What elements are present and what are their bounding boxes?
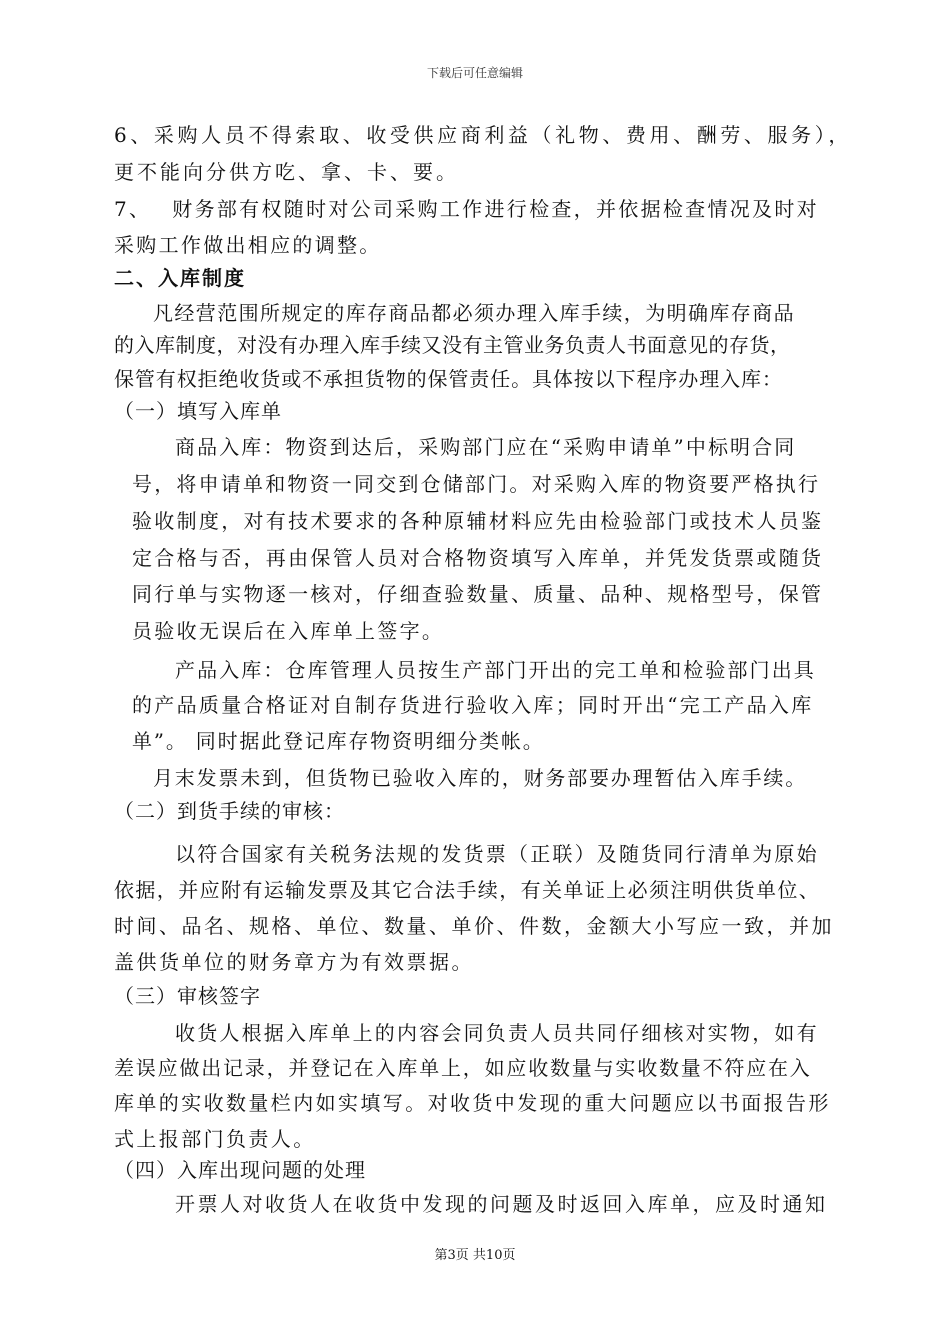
subsection-heading: （四）入库出现问题的处理 <box>114 1158 366 1182</box>
body-line: 7、 财务部有权随时对公司采购工作进行检查，并依据检查情况及时对 <box>114 197 819 221</box>
body-line: 时间、品名、规格、单位、数量、单价、件数，金额大小写应一致，并加 <box>114 914 834 938</box>
body-line: 单”。 同时据此登记库存物资明细分类帐。 <box>132 729 545 753</box>
body-line: 同行单与实物逐一核对，仔细查验数量、质量、品种、规格型号，保管 <box>132 582 824 606</box>
subsection-heading: （二）到货手续的审核： <box>114 799 345 823</box>
body-line: 开票人对收货人在收货中发现的问题及时返回入库单，应及时通知 <box>175 1192 828 1216</box>
body-line: 的产品质量合格证对自制存货进行验收入库；同时开出“完工产品入库 <box>132 693 814 717</box>
body-line: 号，将申请单和物资一同交到仓储部门。对采购入库的物资要严格执行 <box>132 472 821 496</box>
subsection-heading: （三）审核签字 <box>114 984 261 1008</box>
body-line: 盖供货单位的财务章方为有效票据。 <box>114 950 474 974</box>
body-line: 以符合国家有关税务法规的发货票（正联）及随货同行清单为原始 <box>175 842 819 866</box>
body-line: 6、采购人员不得索取、收受供应商利益（礼物、费用、酬劳、服务）， <box>114 123 852 147</box>
body-line: 凡经营范围所规定的库存商品都必须办理入库手续，为明确库存商品 <box>153 301 795 325</box>
body-line: 依据，并应附有运输发票及其它合法手续，有关单证上必须注明供货单位、 <box>114 878 821 902</box>
body-line: 定合格与否，再由保管人员对合格物资填写入库单，并凭发货票或随货 <box>132 546 824 570</box>
body-line: 的入库制度，对没有办理入库手续又没有主管业务负责人书面意见的存货， <box>114 333 791 357</box>
body-line: 收货人根据入库单上的内容会同负责人员共同仔细核对实物，如有 <box>175 1021 819 1045</box>
body-line: 库单的实收数量栏内如实填写。对收货中发现的重大问题应以书面报告形 <box>114 1091 831 1115</box>
body-line: 验收制度，对有技术要求的各种原辅材料应先由检验部门或技术人员鉴 <box>132 509 824 533</box>
body-line: 月末发票未到，但货物已验收入库的，财务部要办理暂估入库手续。 <box>153 766 807 790</box>
body-line: 保管有权拒绝收货或不承担货物的保管责任。具体按以下程序办理入库： <box>114 367 783 391</box>
body-line: 产品入库：仓库管理人员按生产部门开出的完工单和检验部门出具 <box>175 658 816 682</box>
body-line: 更不能向分供方吃、拿、卡、要。 <box>114 160 459 184</box>
page-header: 下载后可任意编辑 <box>426 66 523 80</box>
page-footer: 第3页 共10页 <box>434 1248 516 1263</box>
body-line: 差误应做出记录，并登记在入库单上，如应收数量与实收数量不符应在入 <box>114 1056 812 1080</box>
section-heading: 二、入库制度 <box>114 266 246 290</box>
body-line: 商品入库：物资到达后，采购部门应在“采购申请单”中标明合同 <box>175 435 797 459</box>
subsection-heading: （一）填写入库单 <box>114 399 282 423</box>
body-line: 采购工作做出相应的调整。 <box>114 233 382 257</box>
body-line: 员验收无误后在入库单上签字。 <box>132 619 445 643</box>
body-line: 式上报部门负责人。 <box>114 1127 316 1151</box>
